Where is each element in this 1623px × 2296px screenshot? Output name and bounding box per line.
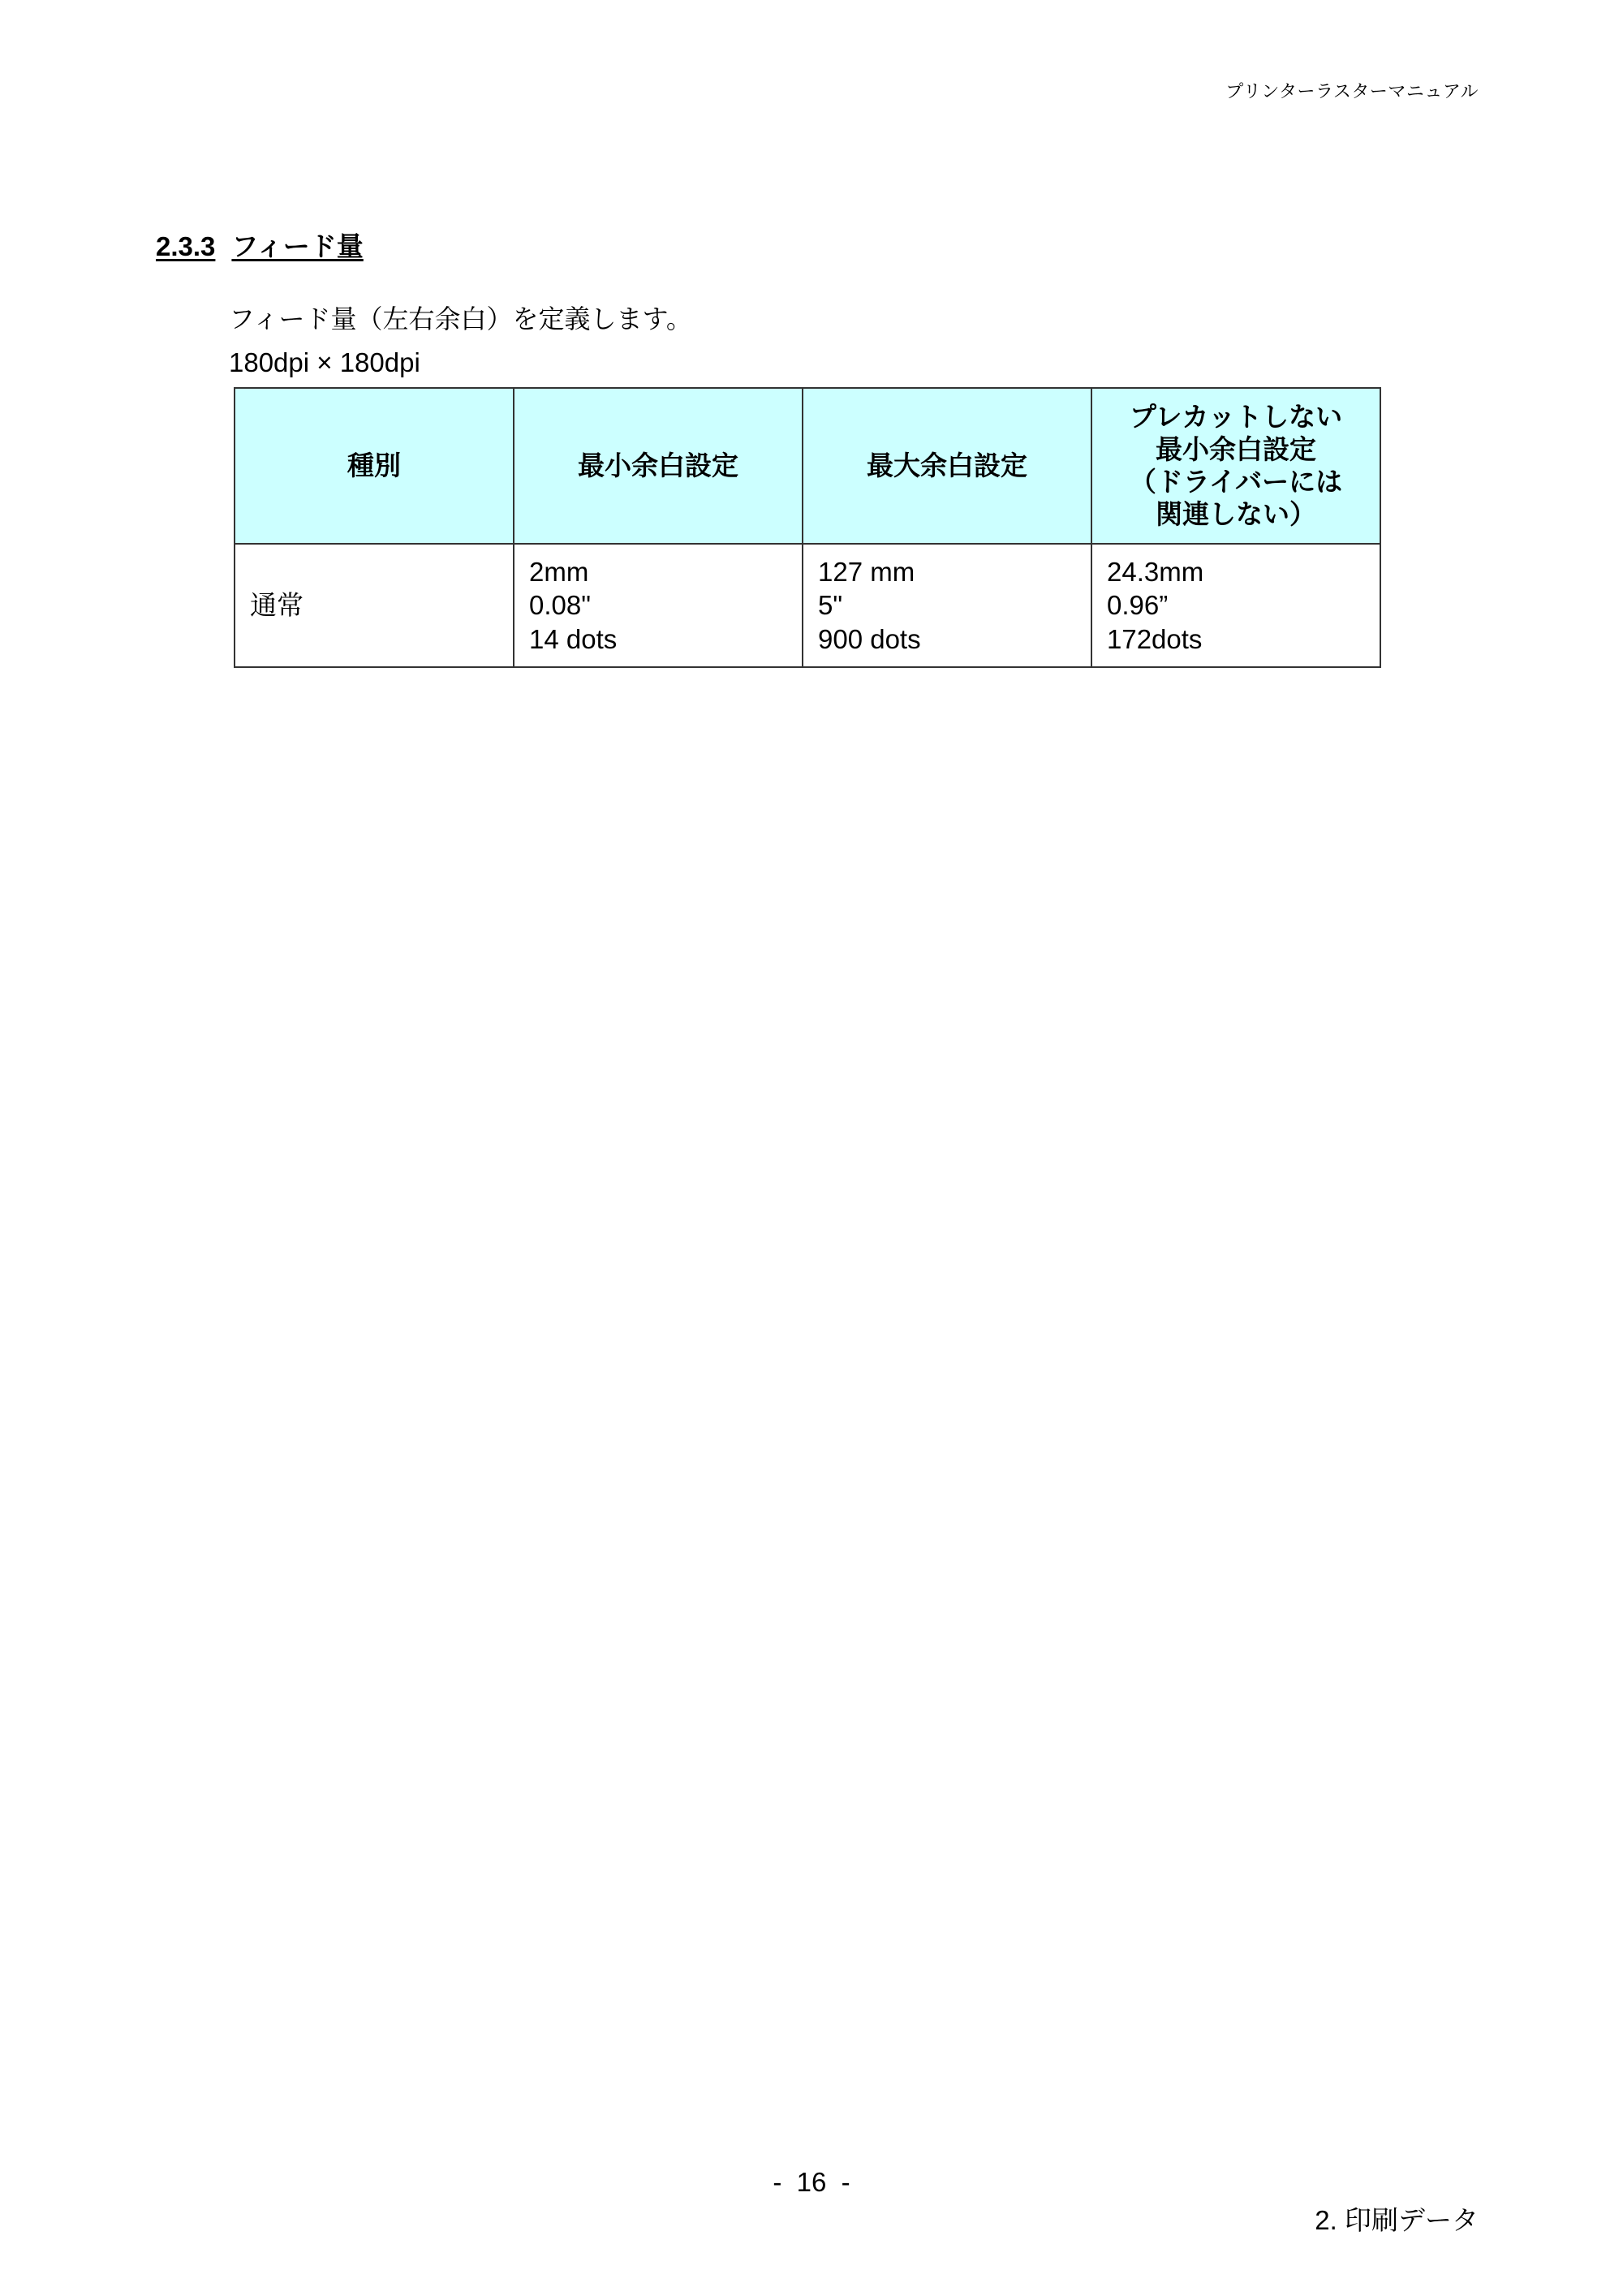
resolution-label: 180dpi × 180dpi <box>229 347 420 377</box>
section-number: 2.3.3 <box>156 231 216 261</box>
section-title: フィード量 <box>231 231 364 261</box>
cell-line: 2mm <box>529 556 589 587</box>
header-min-margin <box>514 388 803 544</box>
cell-no-precut-min-margin <box>1091 544 1380 667</box>
intro-paragraph: フィード量（左右余白）を定義します。 <box>229 304 692 334</box>
table-header-row <box>235 388 1380 544</box>
cell-line: 5" <box>818 590 843 621</box>
feed-amount-table <box>234 387 1381 668</box>
header-line: 関連しない） <box>1156 499 1316 530</box>
cell-line: 通常 <box>250 590 304 621</box>
cell-min-margin <box>514 544 803 667</box>
cell-line: 24.3mm <box>1107 556 1204 587</box>
header-line: 最小余白設定 <box>578 450 738 480</box>
cell-type <box>235 544 514 667</box>
cell-line: 172dots <box>1107 623 1203 654</box>
header-line: 種別 <box>347 450 401 480</box>
cell-line: 0.08" <box>529 590 591 621</box>
cell-line: 0.96” <box>1107 590 1169 621</box>
page-number: - 16 - <box>773 2167 850 2197</box>
chapter-footer: 2. 印刷データ <box>1315 2205 1479 2235</box>
header-line: 最小余白設定 <box>1156 433 1316 464</box>
header-type <box>235 388 514 544</box>
header-max-margin <box>803 388 1091 544</box>
table-row <box>235 544 1380 667</box>
cell-line: 14 dots <box>529 623 618 654</box>
header-line: （ドライバーには <box>1129 467 1343 497</box>
header-line: 最大余白設定 <box>867 450 1027 480</box>
cell-line: 127 mm <box>818 556 915 587</box>
running-header: プリンターラスターマニュアル <box>1225 81 1479 101</box>
section-heading <box>156 226 364 264</box>
header-no-precut-min-margin <box>1091 388 1380 544</box>
cell-max-margin <box>803 544 1091 667</box>
cell-line: 900 dots <box>818 623 921 654</box>
header-line: プレカットしない <box>1129 401 1343 432</box>
